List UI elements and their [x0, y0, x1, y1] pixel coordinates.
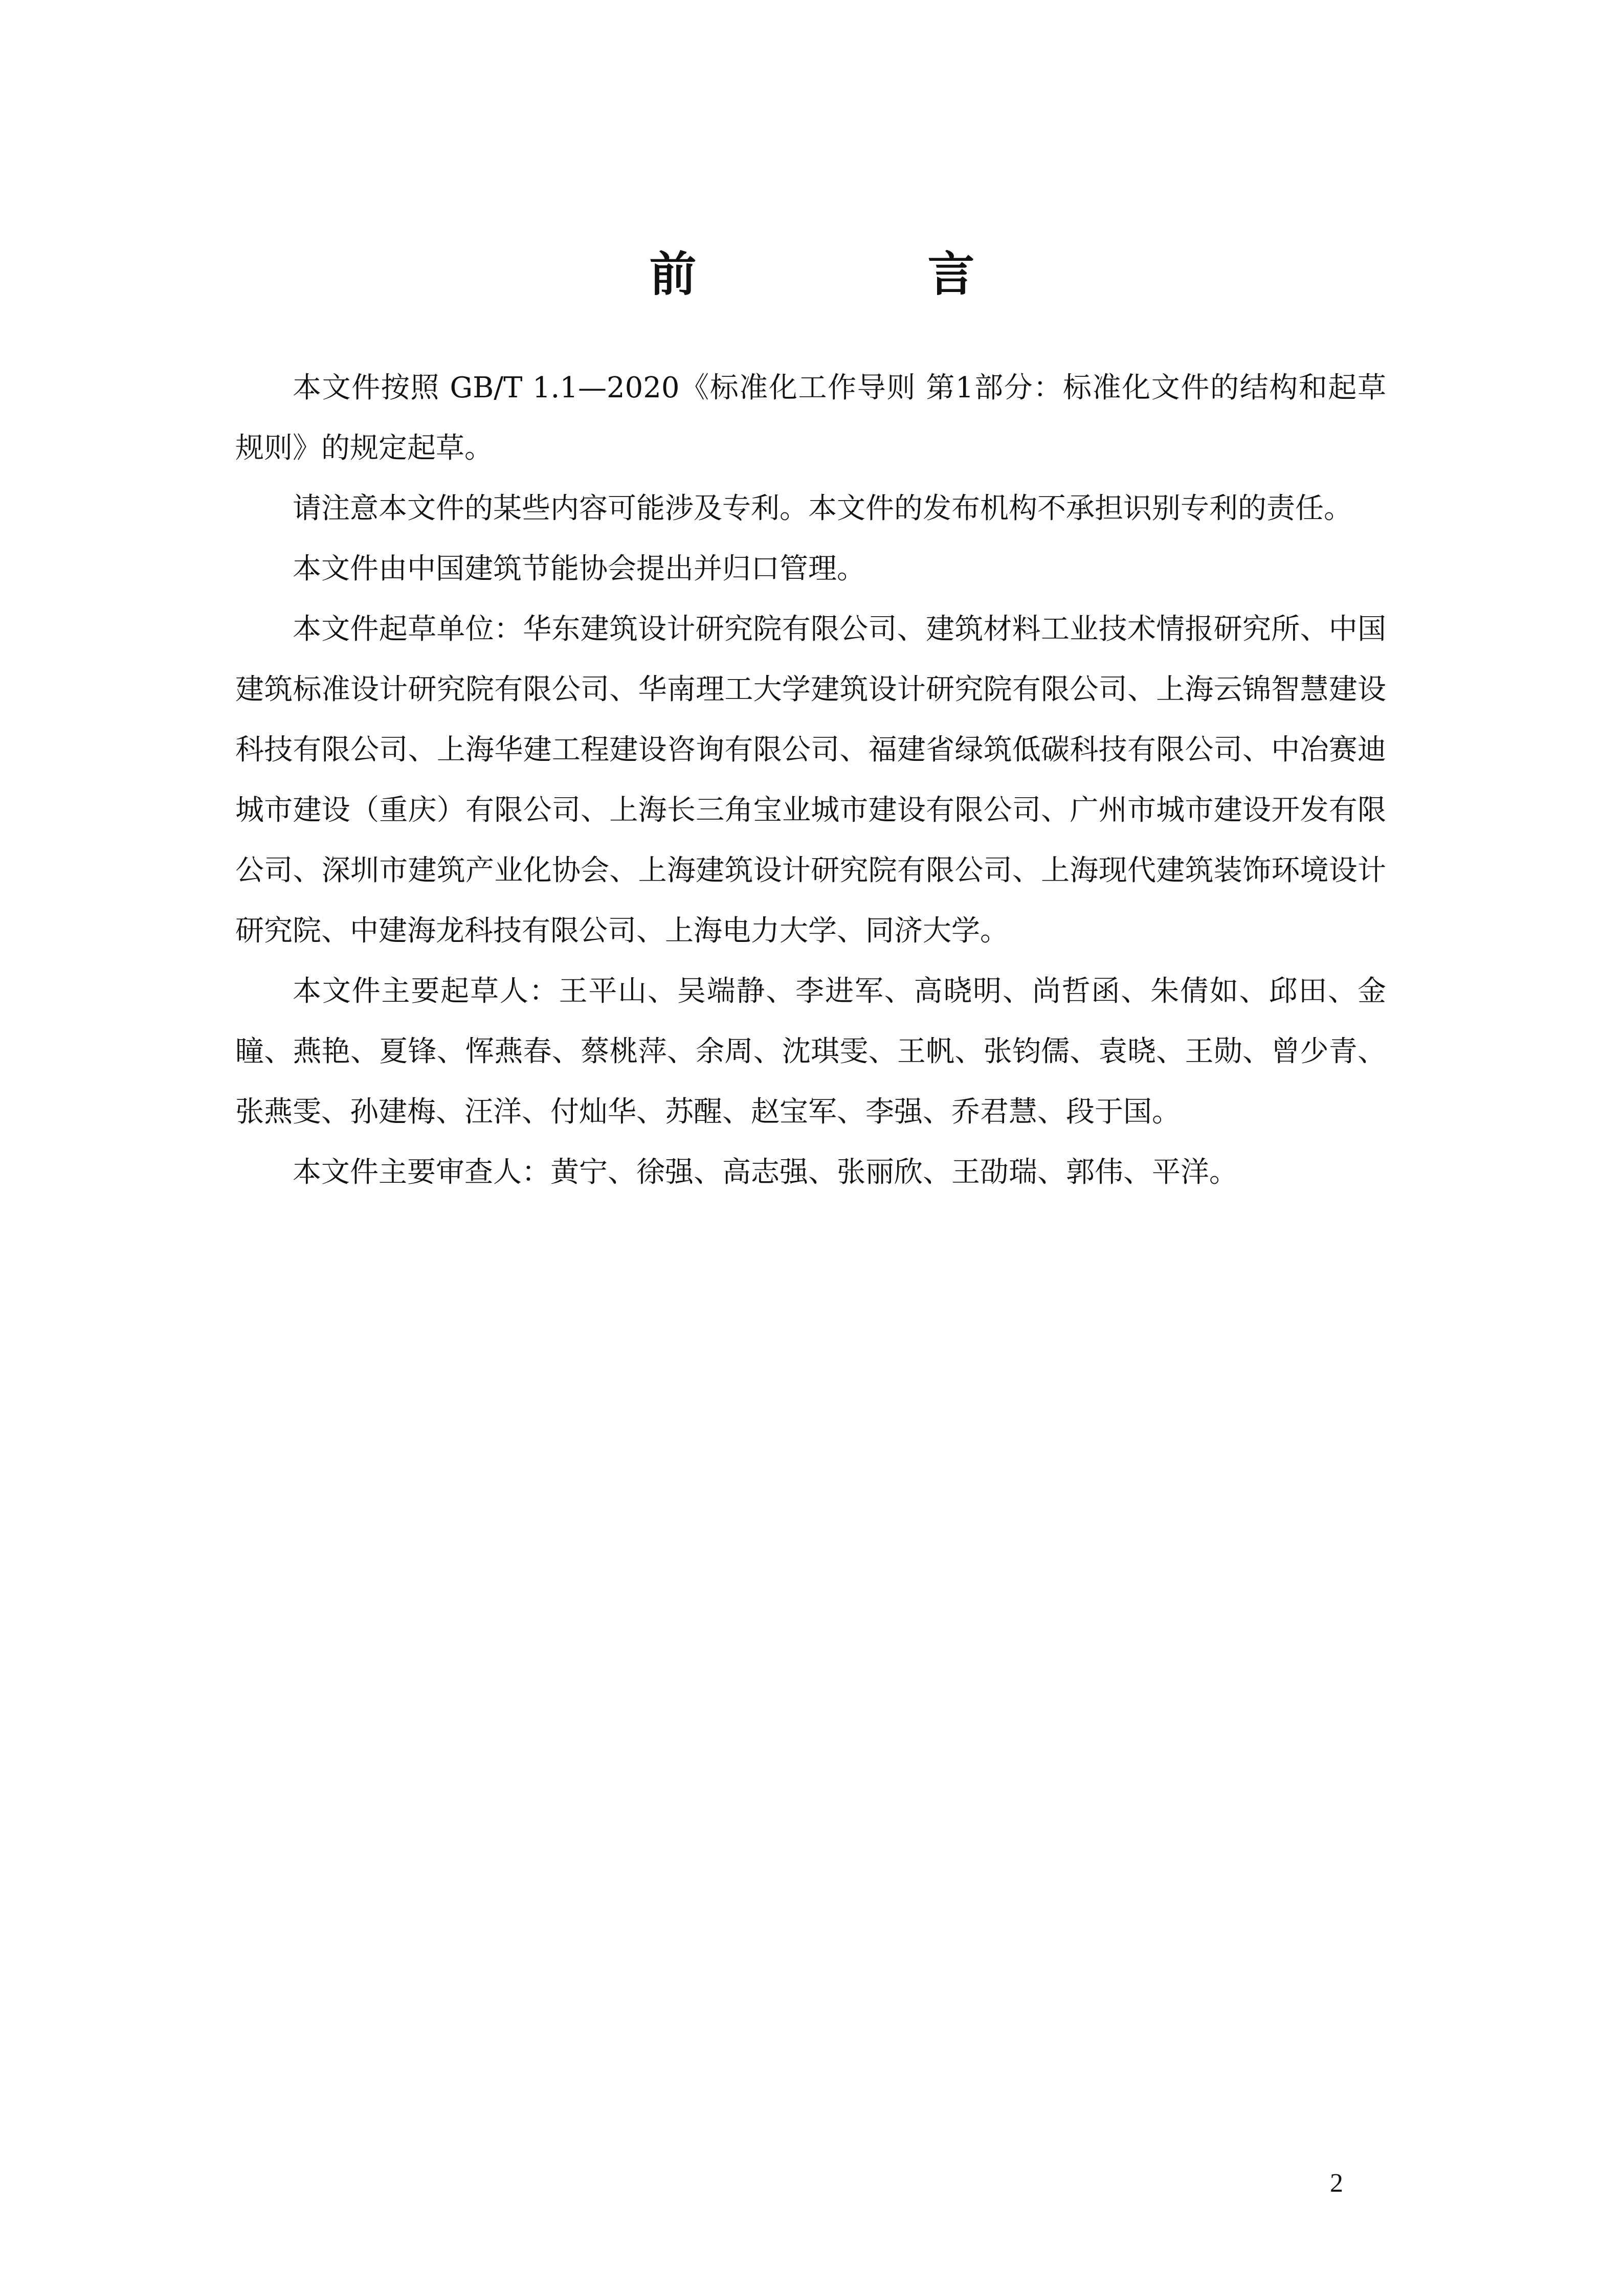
page-number: 2	[1330, 2169, 1343, 2198]
paragraph-drafting-rules: 本文件按照 GB/T 1.1—2020《标准化工作导则 第1部分：标准化文件的结构和起草规则》的规定起草。	[235, 371, 1386, 465]
paragraph-main-reviewers: 本文件主要审查人：黄宁、徐强、高志强、张丽欣、王劭瑞、郭伟、平洋。	[293, 1156, 1238, 1189]
document-body	[235, 358, 1386, 1203]
page-title: 前 言	[649, 246, 1067, 302]
paragraph-drafting-units: 本文件起草单位：华东建筑设计研究院有限公司、建筑材料工业技术情报研究所、中国建筑标准设计研究院有限公司、华南理工大学建筑设计研究院有限公司、上海云锦智慧建设科技有限公司、上海华建工程建设咨询有限公司、福建省绿筑低碳科技有限公司、中冶赛迪城市建设（重庆）有限公司、上海长三角宝业城市建设有限公司、广州市城市建设开发有限公司、深圳市建筑产业化协会、上海建筑设计研究院有限公司、上海现代建筑装饰环境设计研究院、中建海龙科技有限公司、上海电力大学、同济大学。	[235, 613, 1386, 948]
paragraph-patent-notice: 请注意本文件的某些内容可能涉及专利。本文件的发布机构不承担识别专利的责任。	[293, 492, 1352, 525]
paragraph-proposer: 本文件由中国建筑节能协会提出并归口管理。	[293, 552, 865, 586]
paragraph-main-drafters: 本文件主要起草人：王平山、吴端静、李进军、高晓明、尚哲函、朱倩如、邱田、金瞳、燕艳、夏锋、恽燕春、蔡桃萍、余周、沈琪雯、王帆、张钧儒、袁晓、王勋、曾少青、张燕雯、孙建梅、汪洋、付灿华、苏醒、赵宝军、李强、乔君慧、段于国。	[235, 975, 1386, 1129]
